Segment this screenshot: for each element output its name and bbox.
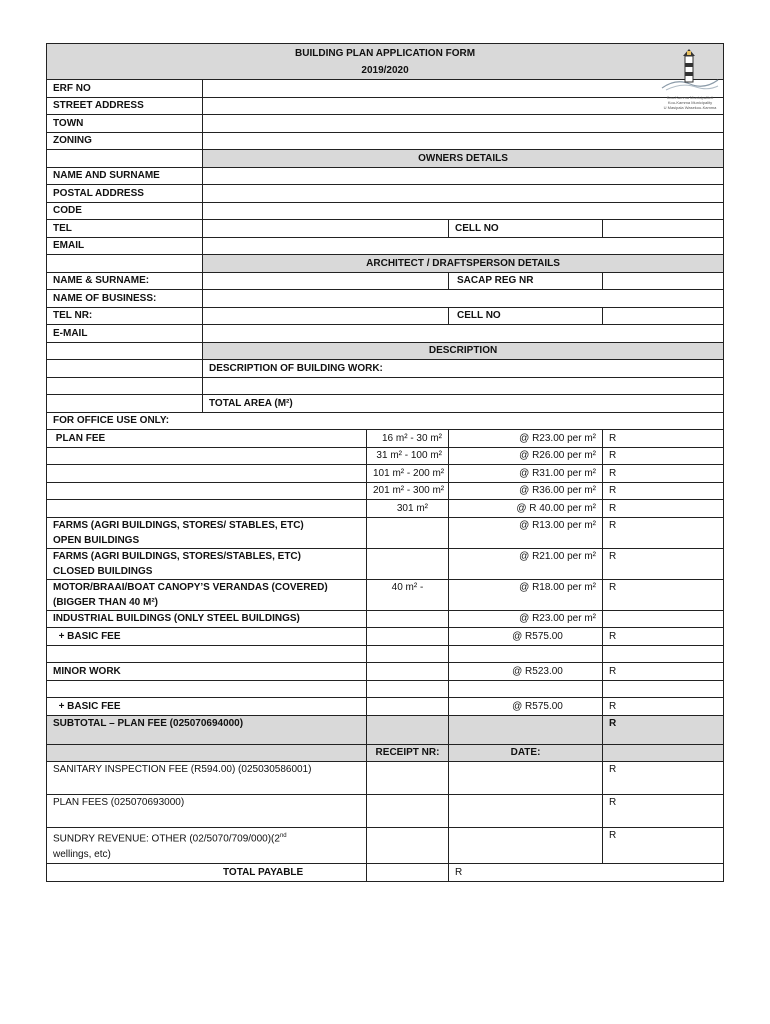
municipality-logo (656, 46, 724, 112)
logo-line: U Masipala Wasekou-Kamma (663, 105, 717, 110)
blank-cell (47, 255, 203, 273)
sanitary-fee-label: SANITARY INSPECTION FEE (R594.00) (025030586001) (47, 762, 367, 795)
farms-closed-label (47, 548, 367, 579)
basic-fee-2-total[interactable]: R (603, 698, 724, 716)
blank-cell (47, 150, 203, 168)
architect-cell-label: CELL NO (449, 307, 603, 325)
erf-no-field[interactable] (203, 80, 724, 98)
owner-name-label: NAME AND SURNAME (47, 167, 203, 185)
blank-cell (367, 715, 449, 744)
subtotal-amount[interactable]: R (603, 715, 724, 744)
architect-name-label: NAME & SURNAME: (47, 272, 203, 290)
farms-open-line-1: FARMS (AGRI BUILDINGS, STORES/ STABLES, ETC) (53, 519, 304, 531)
plan-fees-label: PLAN FEES (025070693000) (47, 795, 367, 828)
sundry-amount[interactable]: R (603, 828, 724, 864)
verandas-line-2: (BIGGER THAN 40 M²) (53, 596, 158, 608)
industrial-rate: @ R23.00 per m² (449, 610, 603, 628)
blank-cell (449, 715, 603, 744)
total-payable-label: TOTAL PAYABLE (47, 864, 367, 882)
plan-fees-date-field[interactable] (449, 795, 603, 828)
blank-cell (47, 395, 203, 413)
blank-cell (367, 698, 449, 716)
building-plan-form (46, 43, 723, 882)
form-table (46, 43, 724, 882)
street-address-label: STREET ADDRESS (47, 97, 203, 115)
fee-rate: @ R31.00 per m² (449, 465, 603, 483)
farms-open-rate: @ R13.00 per m² (449, 517, 603, 548)
blank-cell (367, 610, 449, 628)
form-header (47, 44, 724, 80)
industrial-label: INDUSTRIAL BUILDINGS (ONLY STEEL BUILDINGS) (47, 610, 367, 628)
zoning-label: ZONING (47, 132, 203, 150)
verandas-range: 40 m² - (367, 579, 449, 610)
owner-tel-field[interactable] (203, 220, 449, 238)
architect-tel-field[interactable] (203, 307, 449, 325)
town-label: TOWN (47, 115, 203, 133)
fee-amount[interactable]: R (603, 482, 724, 500)
logo-text (656, 95, 724, 110)
verandas-amount[interactable]: R (603, 579, 724, 610)
total-area-label[interactable]: TOTAL AREA (M²) (203, 395, 724, 413)
basic-fee-2-label: + BASIC FEE (47, 698, 367, 716)
farms-open-label (47, 517, 367, 548)
blank-cell (47, 680, 367, 698)
fee-amount[interactable]: R (603, 430, 724, 448)
sanitary-date-field[interactable] (449, 762, 603, 795)
sundry-superscript: nd (279, 833, 287, 839)
industrial-amount[interactable] (603, 610, 724, 628)
blank-cell (367, 645, 449, 663)
sanitary-receipt-field[interactable] (367, 762, 449, 795)
sundry-line-1: SUNDRY REVENUE: OTHER (02/5070/709/000)(2 (53, 833, 280, 845)
logo-line: Kou-Kamma Municipality (667, 100, 713, 105)
sacap-field[interactable] (603, 272, 724, 290)
fee-range: 101 m² - 200 m² (367, 465, 449, 483)
blank-cell (603, 744, 724, 762)
business-name-field[interactable] (203, 290, 724, 308)
sundry-revenue-label (47, 828, 367, 864)
blank-cell (47, 744, 367, 762)
sundry-receipt-field[interactable] (367, 828, 449, 864)
basic-fee-2-amount: @ R575.00 (449, 698, 603, 716)
fee-amount[interactable]: R (603, 465, 724, 483)
plan-fee-label: PLAN FEE (47, 430, 367, 448)
basic-fee-label: + BASIC FEE (47, 628, 367, 646)
fee-rate: @ R 40.00 per m² (449, 500, 603, 518)
town-field[interactable] (203, 115, 724, 133)
farms-open-amount[interactable]: R (603, 517, 724, 548)
architect-cell-field[interactable] (603, 307, 724, 325)
code-field[interactable] (203, 202, 724, 220)
erf-no-label: ERF NO (47, 80, 203, 98)
plan-fees-amount[interactable]: R (603, 795, 724, 828)
farms-closed-rate: @ R21.00 per m² (449, 548, 603, 579)
blank-cell (367, 628, 449, 646)
blank-cell (367, 680, 449, 698)
architect-email-label: E-MAIL (47, 325, 203, 343)
subtotal-label: SUBTOTAL – PLAN FEE (025070694000) (47, 715, 367, 744)
farms-closed-line-2: CLOSED BUILDINGS (53, 565, 153, 577)
blank-cell (47, 342, 203, 360)
farms-open-line-2: OPEN BUILDINGS (53, 534, 140, 546)
blank-cell (367, 517, 449, 548)
basic-fee-total[interactable]: R (603, 628, 724, 646)
plan-fees-receipt-field[interactable] (367, 795, 449, 828)
blank-cell (47, 360, 203, 378)
blank-cell (47, 645, 367, 663)
total-payable-amount[interactable]: R (449, 864, 724, 882)
zoning-field[interactable] (203, 132, 724, 150)
blank-cell (367, 864, 449, 882)
building-work-field[interactable] (203, 377, 724, 395)
verandas-rate: @ R18.00 per m² (449, 579, 603, 610)
fee-range: 31 m² - 100 m² (367, 447, 449, 465)
office-use-label: FOR OFFICE USE ONLY: (47, 412, 724, 430)
blank-cell (47, 377, 203, 395)
fee-range: 301 m² (367, 500, 449, 518)
sacap-label: SACAP REG NR (449, 272, 603, 290)
blank-cell (47, 447, 367, 465)
building-work-label[interactable]: DESCRIPTION OF BUILDING WORK: (203, 360, 724, 378)
blank-cell (603, 645, 724, 663)
form-year: 2019/2020 (361, 64, 409, 76)
blank-cell (449, 645, 603, 663)
fee-amount[interactable]: R (603, 500, 724, 518)
farms-closed-amount[interactable]: R (603, 548, 724, 579)
date-label: DATE: (449, 744, 603, 762)
owner-email-label: EMAIL (47, 237, 203, 255)
blank-cell (367, 663, 449, 681)
minor-work-label: MINOR WORK (47, 663, 367, 681)
receipt-label: RECEIPT NR: (367, 744, 449, 762)
description-heading: DESCRIPTION (203, 342, 724, 360)
fee-amount[interactable]: R (603, 447, 724, 465)
architect-heading: ARCHITECT / DRAFTSPERSON DETAILS (203, 255, 724, 273)
code-label: CODE (47, 202, 203, 220)
architect-email-field[interactable] (203, 325, 724, 343)
business-name-label: NAME OF BUSINESS: (47, 290, 203, 308)
verandas-label (47, 579, 367, 610)
owner-tel-label: TEL (47, 220, 203, 238)
sanitary-amount[interactable]: R (603, 762, 724, 795)
blank-cell (47, 482, 367, 500)
blank-cell (47, 500, 367, 518)
sundry-date-field[interactable] (449, 828, 603, 864)
fee-range: 16 m² - 30 m² (367, 430, 449, 448)
fee-range: 201 m² - 300 m² (367, 482, 449, 500)
lighthouse-icon (656, 46, 724, 92)
owner-name-field[interactable] (203, 167, 724, 185)
minor-work-amount: @ R523.00 (449, 663, 603, 681)
owner-cell-label: CELL NO (449, 220, 603, 238)
sundry-line-2: wellings, etc) (53, 849, 111, 861)
fee-rate: @ R26.00 per m² (449, 447, 603, 465)
verandas-line-1: MOTOR/BRAAI/BOAT CANOPY’S VERANDAS (COVERED) (53, 581, 328, 593)
architect-tel-label: TEL NR: (47, 307, 203, 325)
postal-address-label: POSTAL ADDRESS (47, 185, 203, 203)
blank-cell (367, 548, 449, 579)
fee-rate: @ R36.00 per m² (449, 482, 603, 500)
owner-email-field[interactable] (203, 237, 724, 255)
architect-name-field[interactable] (203, 272, 449, 290)
basic-fee-amount: @ R575.00 (449, 628, 603, 646)
minor-work-total[interactable]: R (603, 663, 724, 681)
blank-cell (603, 680, 724, 698)
postal-address-field[interactable] (203, 185, 724, 203)
street-address-field[interactable] (203, 97, 724, 115)
farms-closed-line-1: FARMS (AGRI BUILDINGS, STORES/STABLES, ETC) (53, 550, 301, 562)
owners-heading: OWNERS DETAILS (203, 150, 724, 168)
owner-cell-field[interactable] (603, 220, 724, 238)
blank-cell (449, 680, 603, 698)
form-title: BUILDING PLAN APPLICATION FORM (295, 47, 476, 59)
blank-cell (47, 465, 367, 483)
fee-rate: @ R23.00 per m² (449, 430, 603, 448)
logo-line: Kou-Kamma Munisipaliteit (666, 95, 714, 100)
